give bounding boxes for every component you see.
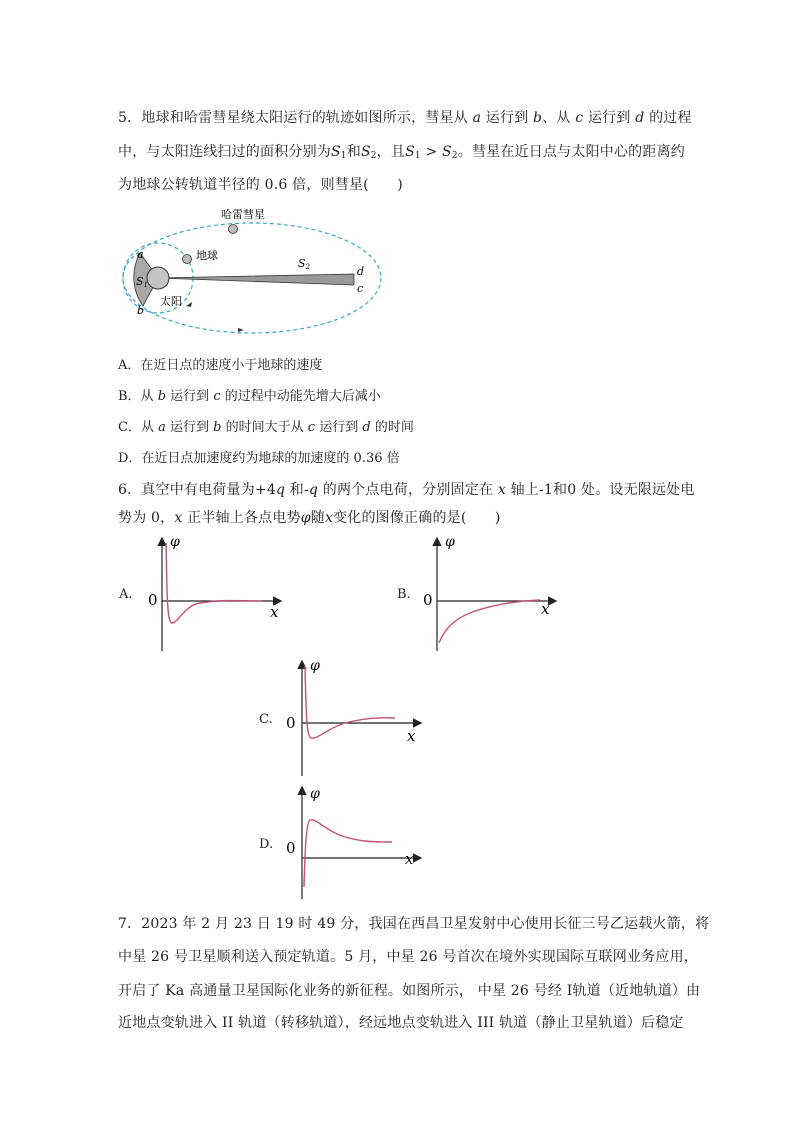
curve-b: [439, 600, 540, 643]
var-b: b: [213, 420, 222, 435]
text: 。彗星在近日点与太阳中心的距离约: [457, 144, 685, 160]
text: 运行到: [170, 420, 210, 435]
var-s2: S: [442, 144, 452, 160]
text: 的时间大于从: [225, 420, 304, 435]
earth: [183, 255, 192, 264]
text: 的过程中动能先增大后减小: [224, 389, 381, 404]
comet: [229, 225, 238, 234]
text: 和-: [289, 482, 309, 498]
text: 、从: [542, 110, 571, 126]
var-b: b: [533, 110, 543, 126]
text: 运行到: [319, 420, 359, 435]
text: 的过程: [649, 110, 692, 126]
orbit-arrow: [238, 328, 244, 332]
x-label: x: [541, 600, 550, 618]
s1-letter: S: [136, 275, 144, 288]
subscript: 1: [340, 151, 347, 161]
q5-line-2: [118, 141, 685, 161]
x-label: x: [405, 850, 414, 868]
text: ，且: [376, 144, 406, 160]
comet-label: 哈雷彗星: [221, 208, 265, 221]
graph-d-option: D.: [259, 837, 274, 852]
var-x: x: [174, 510, 183, 526]
graph-b: [415, 533, 565, 658]
phi-label: φ: [170, 534, 180, 550]
greater-than: >: [420, 144, 443, 160]
zero-label: 0: [286, 839, 296, 857]
earth-label: 地球: [196, 249, 218, 262]
zero-label: 0: [148, 591, 158, 609]
var-d: d: [362, 420, 371, 435]
graph-c: [280, 656, 430, 781]
var-phi: φ: [300, 510, 311, 526]
graph-b-option: B.: [397, 587, 411, 602]
label-a: a: [137, 248, 144, 261]
var-x: x: [324, 510, 334, 526]
var-c: c: [575, 110, 584, 126]
q7-line-3: 开启了 Ka 高通量卫星国际化业务的新征程。如图所示， 中星 26 号经 I轨道（近地轨道）由: [118, 983, 701, 999]
orbit-arrow: [186, 302, 192, 307]
q5-option-a: A．在近日点的速度小于地球的速度: [118, 358, 323, 373]
label-s2: [298, 257, 311, 271]
text: 变化的图像正确的是( ): [333, 510, 501, 526]
var-c: c: [307, 420, 316, 435]
var-x: x: [497, 482, 506, 498]
text: 势为 0，: [118, 510, 175, 526]
text: 6．真空中有电荷量为+4: [118, 482, 276, 498]
s1-sub: 1: [143, 281, 149, 289]
text: 运行到: [587, 110, 631, 126]
text: 中，与太阳连线扫过的面积分别为: [118, 144, 331, 160]
s2-sub: 2: [305, 263, 311, 271]
text: 随: [310, 510, 325, 526]
text: 轴上-1和0 处。设无限远处电: [510, 482, 695, 498]
q5-option-b: [118, 385, 381, 404]
q5-line-3: 为地球公转轨道半径的 0.6 倍，则彗星( ): [118, 177, 403, 193]
subscript: 2: [370, 151, 377, 161]
s2-sector: [158, 274, 354, 285]
var-b: b: [157, 389, 167, 404]
text: 和: [346, 144, 361, 160]
var-a: a: [472, 110, 482, 126]
curve-a: [166, 543, 262, 623]
curve-c: [305, 666, 395, 738]
text: C．从: [118, 420, 154, 435]
subscript: 2: [451, 151, 458, 161]
curve-d: [304, 820, 392, 887]
var-s1: S: [405, 144, 415, 160]
q7-line-2: 中星 26 号卫星顺利送入预定轨道。5 月，中星 26 号首次在境外实现国际互联网业务应用，: [118, 949, 698, 965]
q7-line-4: 近地点变轨进入 II 轨道（转移轨道），经远地点变轨进入 III 轨道（静止卫星轨道）后稳定: [118, 1015, 684, 1031]
q5-option-d: D．在近日点加速度约为地球的加速度的 0.36 倍: [118, 451, 400, 466]
zero-label: 0: [286, 714, 296, 732]
graph-d: [280, 782, 430, 902]
var-q: q: [275, 482, 286, 498]
var-q: q: [308, 482, 319, 498]
q6-line-2: [118, 507, 501, 527]
s2-letter: S: [298, 257, 306, 270]
q6-line-1: [118, 479, 695, 499]
var-d: d: [635, 110, 645, 126]
var-c: c: [213, 389, 221, 404]
var-s1: S: [331, 144, 341, 160]
label-d: d: [357, 265, 365, 278]
var-a: a: [158, 420, 166, 435]
text: 运行到: [485, 110, 529, 126]
text: 5．地球和哈雷彗星绕太阳运行的轨迹如图所示，彗星从: [118, 110, 468, 126]
text: B．从: [118, 389, 154, 404]
subscript: 1: [414, 151, 421, 161]
phi-label: φ: [310, 658, 320, 674]
graph-c-option: C.: [259, 712, 273, 727]
label-b: b: [137, 304, 145, 317]
q5-line-1: [118, 107, 692, 127]
zero-label: 0: [423, 591, 433, 609]
graph-a: [140, 533, 290, 658]
var-s2: S: [360, 144, 371, 160]
label-c: c: [357, 282, 364, 295]
sun: [147, 267, 169, 289]
x-label: x: [270, 603, 279, 621]
phi-label: φ: [445, 534, 455, 550]
q7-line-1: 7．2023 年 2 月 23 日 19 时 49 分，我国在西昌卫星发射中心使用长征三号乙运载火箭，将: [118, 916, 710, 932]
orbit-figure: [118, 205, 378, 335]
sun-label: 太阳: [160, 295, 182, 308]
text: 正半轴上各点电势: [187, 510, 301, 526]
x-label: x: [407, 727, 416, 745]
text: 的两个点电荷，分别固定在: [322, 482, 494, 498]
phi-label: φ: [310, 786, 320, 802]
q5-option-c: [118, 416, 414, 435]
text: 的时间: [374, 420, 414, 435]
text: 运行到: [170, 389, 210, 404]
graph-a-option: A.: [119, 587, 133, 602]
